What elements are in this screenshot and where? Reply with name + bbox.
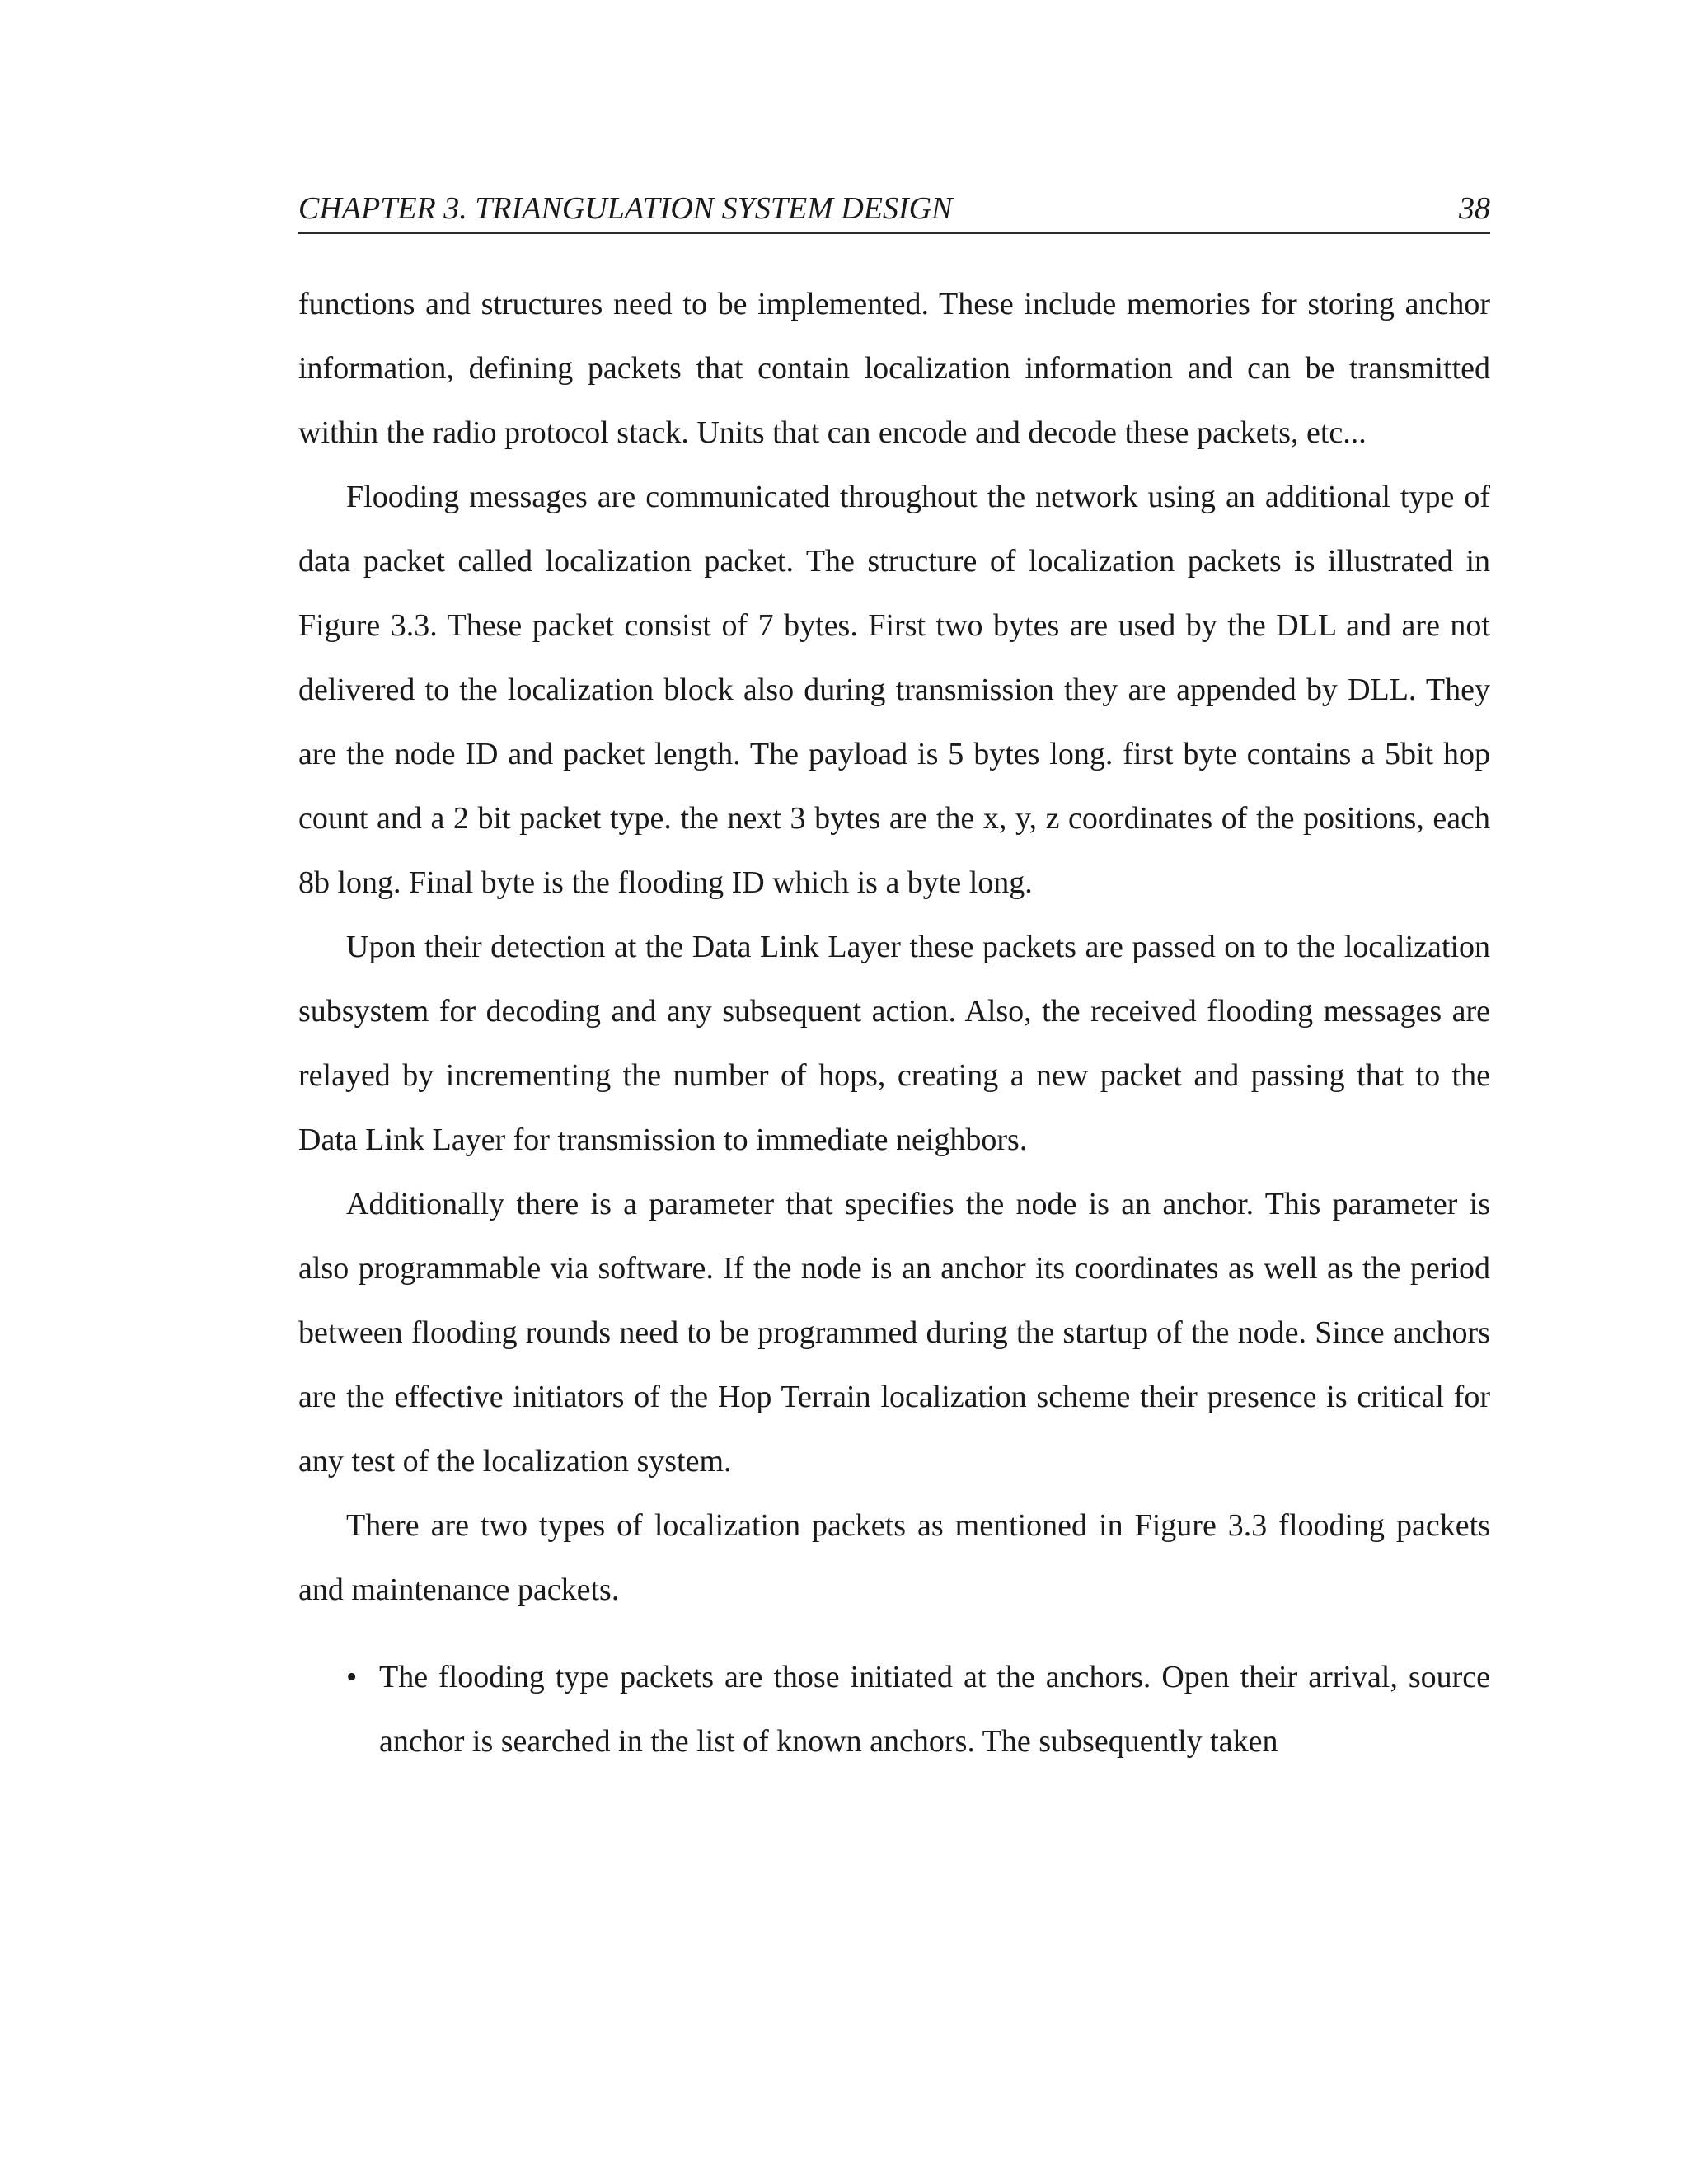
document-page (298, 190, 1490, 1774)
running-header (298, 190, 1490, 234)
body-text (298, 272, 1490, 1622)
bullet-icon: • (346, 1660, 358, 1694)
page-number: 38 (1459, 191, 1490, 226)
paragraph-anchor-parameter: Additionally there is a parameter that specifies the node is an anchor. This parameter is also programmable via software. If the node is an anchor its coordinates as well as the period between flooding rounds need to be programmed during the startup of the node. Since anchors are the effective initiators of the Hop Terrain localization scheme their presence is critical for any test of the localization system. (298, 1187, 1490, 1479)
paragraph-continuation: functions and structures need to be implemented. These include memories for storing anchor information, defining packets that contain localization information and can be transmitted within the radio protocol stack. Units that can encode and decode these packets, etc... (298, 287, 1490, 450)
paragraph-packet-types: There are two types of localization packets as mentioned in Figure 3.3 flooding packets and maintenance packets. (298, 1508, 1490, 1607)
paragraph-flooding-messages: Flooding messages are communicated throughout the network using an additional type of data packet called localization packet. The structure of localization packets is illustrated in Figure 3.3. These packet consist of 7 bytes. First two bytes are used by the DLL and are not delivered to the localization block also during transmission they are appended by DLL. They are the node ID and packet length. The payload is 5 bytes long. first byte contains a 5bit hop count and a 2 bit packet type. the next 3 bytes are the x, y, z coordinates of the positions, each 8b long. Final byte is the flooding ID which is a byte long. (298, 480, 1490, 900)
bullet-list (298, 1645, 1490, 1774)
chapter-title: CHAPTER 3. TRIANGULATION SYSTEM DESIGN (298, 191, 953, 226)
list-item-text: The flooding type packets are those initiated at the anchors. Open their arrival, source anchor is searched in the list of known anchors. The subsequently taken (379, 1660, 1490, 1759)
list-item (298, 1645, 1490, 1774)
paragraph-detection: Upon their detection at the Data Link Layer these packets are passed on to the localization subsystem for decoding and any subsequent action. Also, the received flooding messages are relayed by incrementing the number of hops, creating a new packet and passing that to the Data Link Layer for transmission to immediate neighbors. (298, 930, 1490, 1157)
